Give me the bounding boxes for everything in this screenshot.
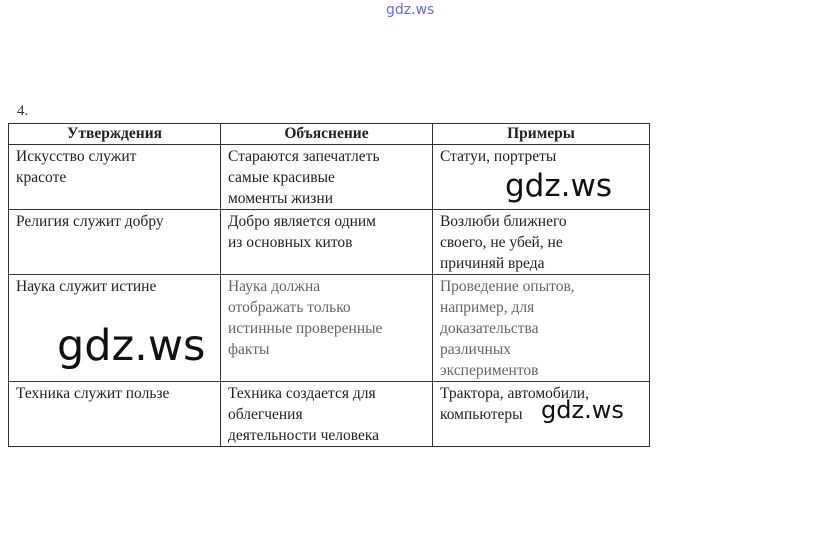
watermark: gdz.ws xyxy=(541,396,624,424)
header-watermark: gdz.ws xyxy=(386,2,435,18)
header-explanation: Объяснение xyxy=(220,124,432,145)
cell-statement: Техника служит пользе xyxy=(9,382,221,447)
cell-explanation: Наука должна отображать только истинные проверенные факты xyxy=(220,275,432,382)
cell-explanation: Техника создается для облегчения деятельности человека xyxy=(220,382,432,447)
table-row xyxy=(9,210,650,275)
cell-example: Возлюби ближнего своего, не убей, не причиняй вреда xyxy=(432,210,649,275)
table-header-row xyxy=(9,124,650,145)
watermark: gdz.ws xyxy=(505,168,612,204)
header-examples: Примеры xyxy=(432,124,649,145)
cell-explanation: Стараются запечатлеть самые красивые моменты жизни xyxy=(220,145,432,210)
watermark: gdz.ws xyxy=(57,321,206,371)
cell-statement: Наука служит истине xyxy=(9,275,221,382)
cell-statement: Искусство служит красоте xyxy=(9,145,221,210)
cell-example: Трактора, автомобили, компьютеры xyxy=(432,382,649,447)
cell-explanation: Добро является одним из основных китов xyxy=(220,210,432,275)
cell-example: Проведение опытов, например, для доказательства различных экспериментов xyxy=(432,275,649,382)
task-number: 4. xyxy=(17,103,29,119)
header-statements: Утверждения xyxy=(9,124,221,145)
cell-statement: Религия служит добру xyxy=(9,210,221,275)
cell-example: Статуи, портреты xyxy=(432,145,649,210)
